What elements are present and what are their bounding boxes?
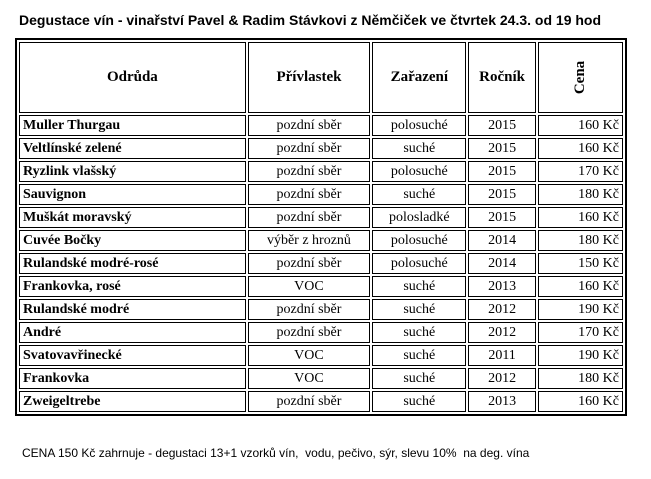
cell-attribute: pozdní sběr (248, 115, 370, 136)
cell-variety: Svatovavřinecké (19, 345, 246, 366)
cell-attribute: pozdní sběr (248, 253, 370, 274)
table-row (19, 345, 623, 366)
cell-attribute: VOC (248, 368, 370, 389)
cell-price: 180 Kč (538, 368, 623, 389)
cell-attribute: pozdní sběr (248, 207, 370, 228)
cell-variety: Rulandské modré-rosé (19, 253, 246, 274)
cell-variety: Muller Thurgau (19, 115, 246, 136)
cell-price: 180 Kč (538, 230, 623, 251)
header-price (538, 42, 623, 113)
cell-variety: Veltlínské zelené (19, 138, 246, 159)
cell-attribute: pozdní sběr (248, 322, 370, 343)
cell-classification: suché (372, 345, 466, 366)
cell-price: 170 Kč (538, 322, 623, 343)
footer-note: CENA 150 Kč zahrnuje - degustaci 13+1 vzorků vín, vodu, pečivo, sýr, slevu 10% na deg. vína (22, 446, 530, 460)
cell-attribute: pozdní sběr (248, 138, 370, 159)
table-row (19, 368, 623, 389)
cell-variety: Frankovka (19, 368, 246, 389)
cell-variety: Rulandské modré (19, 299, 246, 320)
page-title: Degustace vín - vinařství Pavel & Radim Stávkovi z Němčiček ve čtvrtek 24.3. od 19 hod (19, 12, 602, 28)
cell-attribute: pozdní sběr (248, 299, 370, 320)
cell-price: 150 Kč (538, 253, 623, 274)
cell-classification: suché (372, 391, 466, 412)
cell-variety: Sauvignon (19, 184, 246, 205)
cell-classification: polosladké (372, 207, 466, 228)
cell-attribute: VOC (248, 345, 370, 366)
cell-price: 160 Kč (538, 138, 623, 159)
cell-classification: polosuché (372, 253, 466, 274)
cell-vintage: 2014 (468, 253, 535, 274)
table-row (19, 115, 623, 136)
cell-variety: Ryzlink vlašský (19, 161, 246, 182)
cell-classification: polosuché (372, 230, 466, 251)
cell-price: 160 Kč (538, 115, 623, 136)
cell-vintage: 2015 (468, 207, 535, 228)
cell-vintage: 2013 (468, 391, 535, 412)
table-row (19, 230, 623, 251)
cell-attribute: pozdní sběr (248, 161, 370, 182)
header-classification: Zařazení (372, 42, 466, 113)
cell-price: 190 Kč (538, 299, 623, 320)
cell-classification: suché (372, 276, 466, 297)
table-row (19, 391, 623, 412)
cell-classification: suché (372, 184, 466, 205)
cell-vintage: 2015 (468, 184, 535, 205)
cell-vintage: 2012 (468, 299, 535, 320)
table-header-row (19, 42, 623, 113)
cell-attribute: pozdní sběr (248, 391, 370, 412)
header-attribute: Přívlastek (248, 42, 370, 113)
table-row (19, 161, 623, 182)
cell-price: 160 Kč (538, 207, 623, 228)
cell-classification: suché (372, 322, 466, 343)
cell-vintage: 2012 (468, 368, 535, 389)
cell-attribute: VOC (248, 276, 370, 297)
table-row (19, 138, 623, 159)
cell-classification: suché (372, 138, 466, 159)
header-vintage: Ročník (468, 42, 535, 113)
cell-attribute: pozdní sběr (248, 184, 370, 205)
table-row (19, 276, 623, 297)
cell-variety: Zweigeltrebe (19, 391, 246, 412)
cell-price: 170 Kč (538, 161, 623, 182)
cell-attribute: výběr z hroznů (248, 230, 370, 251)
cell-price: 160 Kč (538, 391, 623, 412)
table-row (19, 184, 623, 205)
cell-vintage: 2015 (468, 115, 535, 136)
cell-vintage: 2012 (468, 322, 535, 343)
cell-vintage: 2013 (468, 276, 535, 297)
cell-price: 180 Kč (538, 184, 623, 205)
table-row (19, 207, 623, 228)
cell-variety: André (19, 322, 246, 343)
header-variety: Odrůda (19, 42, 246, 113)
cell-variety: Cuvée Bočky (19, 230, 246, 251)
wine-table (15, 38, 627, 416)
cell-vintage: 2015 (468, 161, 535, 182)
cell-vintage: 2015 (468, 138, 535, 159)
cell-variety: Muškát moravský (19, 207, 246, 228)
cell-classification: suché (372, 299, 466, 320)
cell-classification: polosuché (372, 115, 466, 136)
cell-variety: Frankovka, rosé (19, 276, 246, 297)
cell-vintage: 2014 (468, 230, 535, 251)
table-row (19, 253, 623, 274)
cell-classification: polosuché (372, 161, 466, 182)
table-row (19, 299, 623, 320)
cell-classification: suché (372, 368, 466, 389)
cell-price: 190 Kč (538, 345, 623, 366)
header-price-label: Cena (571, 60, 588, 95)
table-row (19, 322, 623, 343)
cell-vintage: 2011 (468, 345, 535, 366)
cell-price: 160 Kč (538, 276, 623, 297)
